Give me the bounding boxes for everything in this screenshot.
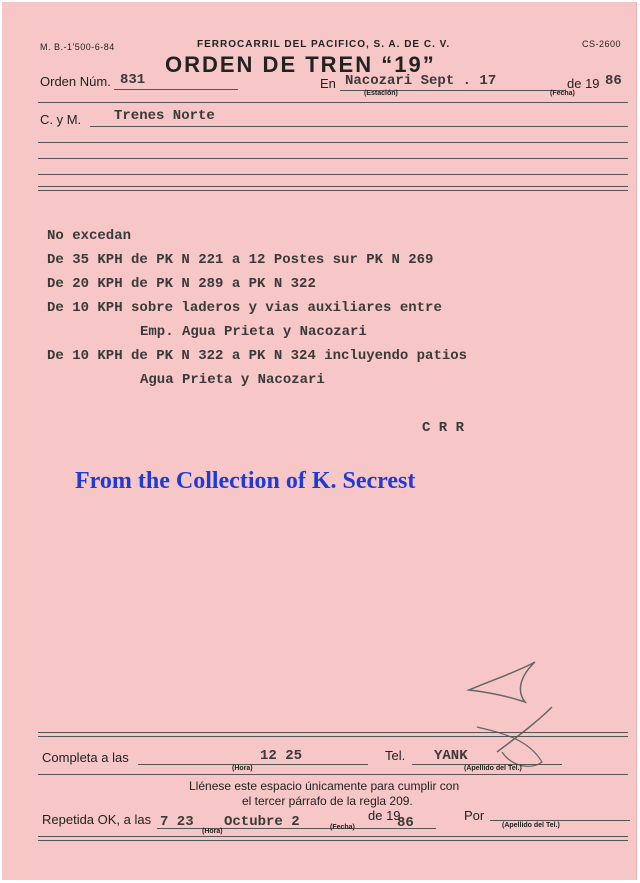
form-number: M. B.-1'500-6-84 [40,42,115,52]
body-line-5: Emp. Agua Prieta y Nacozari [140,324,367,340]
repetida-time: 7 23 [160,814,194,830]
order-number-label: Orden Núm. [40,74,111,89]
station-caption: (Estación) [364,90,398,97]
repetida-year: 86 [397,815,414,831]
form-title: ORDEN DE TREN “19” [165,52,436,77]
station-label: En [320,76,336,91]
instructions-line-2: el tercer párrafo de la regla 209. [242,794,413,808]
hora-caption: (Hora) [232,765,253,772]
tel-label: Tel. [385,748,406,763]
year-value: 86 [605,73,622,89]
body-line-1: No excedan [47,228,132,244]
train-order-form [2,2,637,880]
handwritten-mark [457,652,587,782]
body-line-3: De 20 KPH de PK N 289 a PK N 322 [47,276,316,292]
form-code: CS-2600 [582,39,622,49]
por-label: Por [464,808,485,823]
company-name: FERROCARRIL DEL PACIFICO, S. A. DE C. V. [197,39,451,50]
completa-time: 12 25 [260,748,303,764]
station-value: Nacozari Sept . 17 [345,73,497,89]
signature-initials: C R R [422,420,465,436]
body-line-6: De 10 KPH de PK N 322 a PK N 324 incluyendo patios [47,348,468,364]
cym-label: C. y M. [40,112,82,127]
fecha-caption: (Fecha) [330,824,355,831]
order-number-value: 831 [120,72,146,88]
body-line-2: De 35 KPH de PK N 221 a 12 Postes sur PK N 269 [47,252,434,268]
cym-value: Trenes Norte [114,108,215,124]
tel-value: YANK [434,748,468,764]
body-line-4: De 10 KPH sobre laderos y vias auxiliares entre [47,300,442,316]
de19-label: de 19 [368,808,401,823]
collection-watermark: From the Collection of K. Secrest [75,468,416,494]
instructions-line-1: Llénese este espacio únicamente para cumplir con [189,779,460,793]
apellido-caption-2: (Apellido del Tel.) [502,822,560,829]
body-line-7: Agua Prieta y Nacozari [140,372,325,388]
date-caption: (Fecha) [550,90,575,97]
date-label: de 19 [567,76,600,91]
repetida-label: Repetida OK, a las [42,812,152,827]
repetida-date: Octubre 2 [224,814,300,830]
apellido-caption: (Apellido del Tel.) [464,765,522,772]
repetida-hora-caption: (Hora) [202,828,223,835]
completa-label: Completa a las [42,750,129,765]
